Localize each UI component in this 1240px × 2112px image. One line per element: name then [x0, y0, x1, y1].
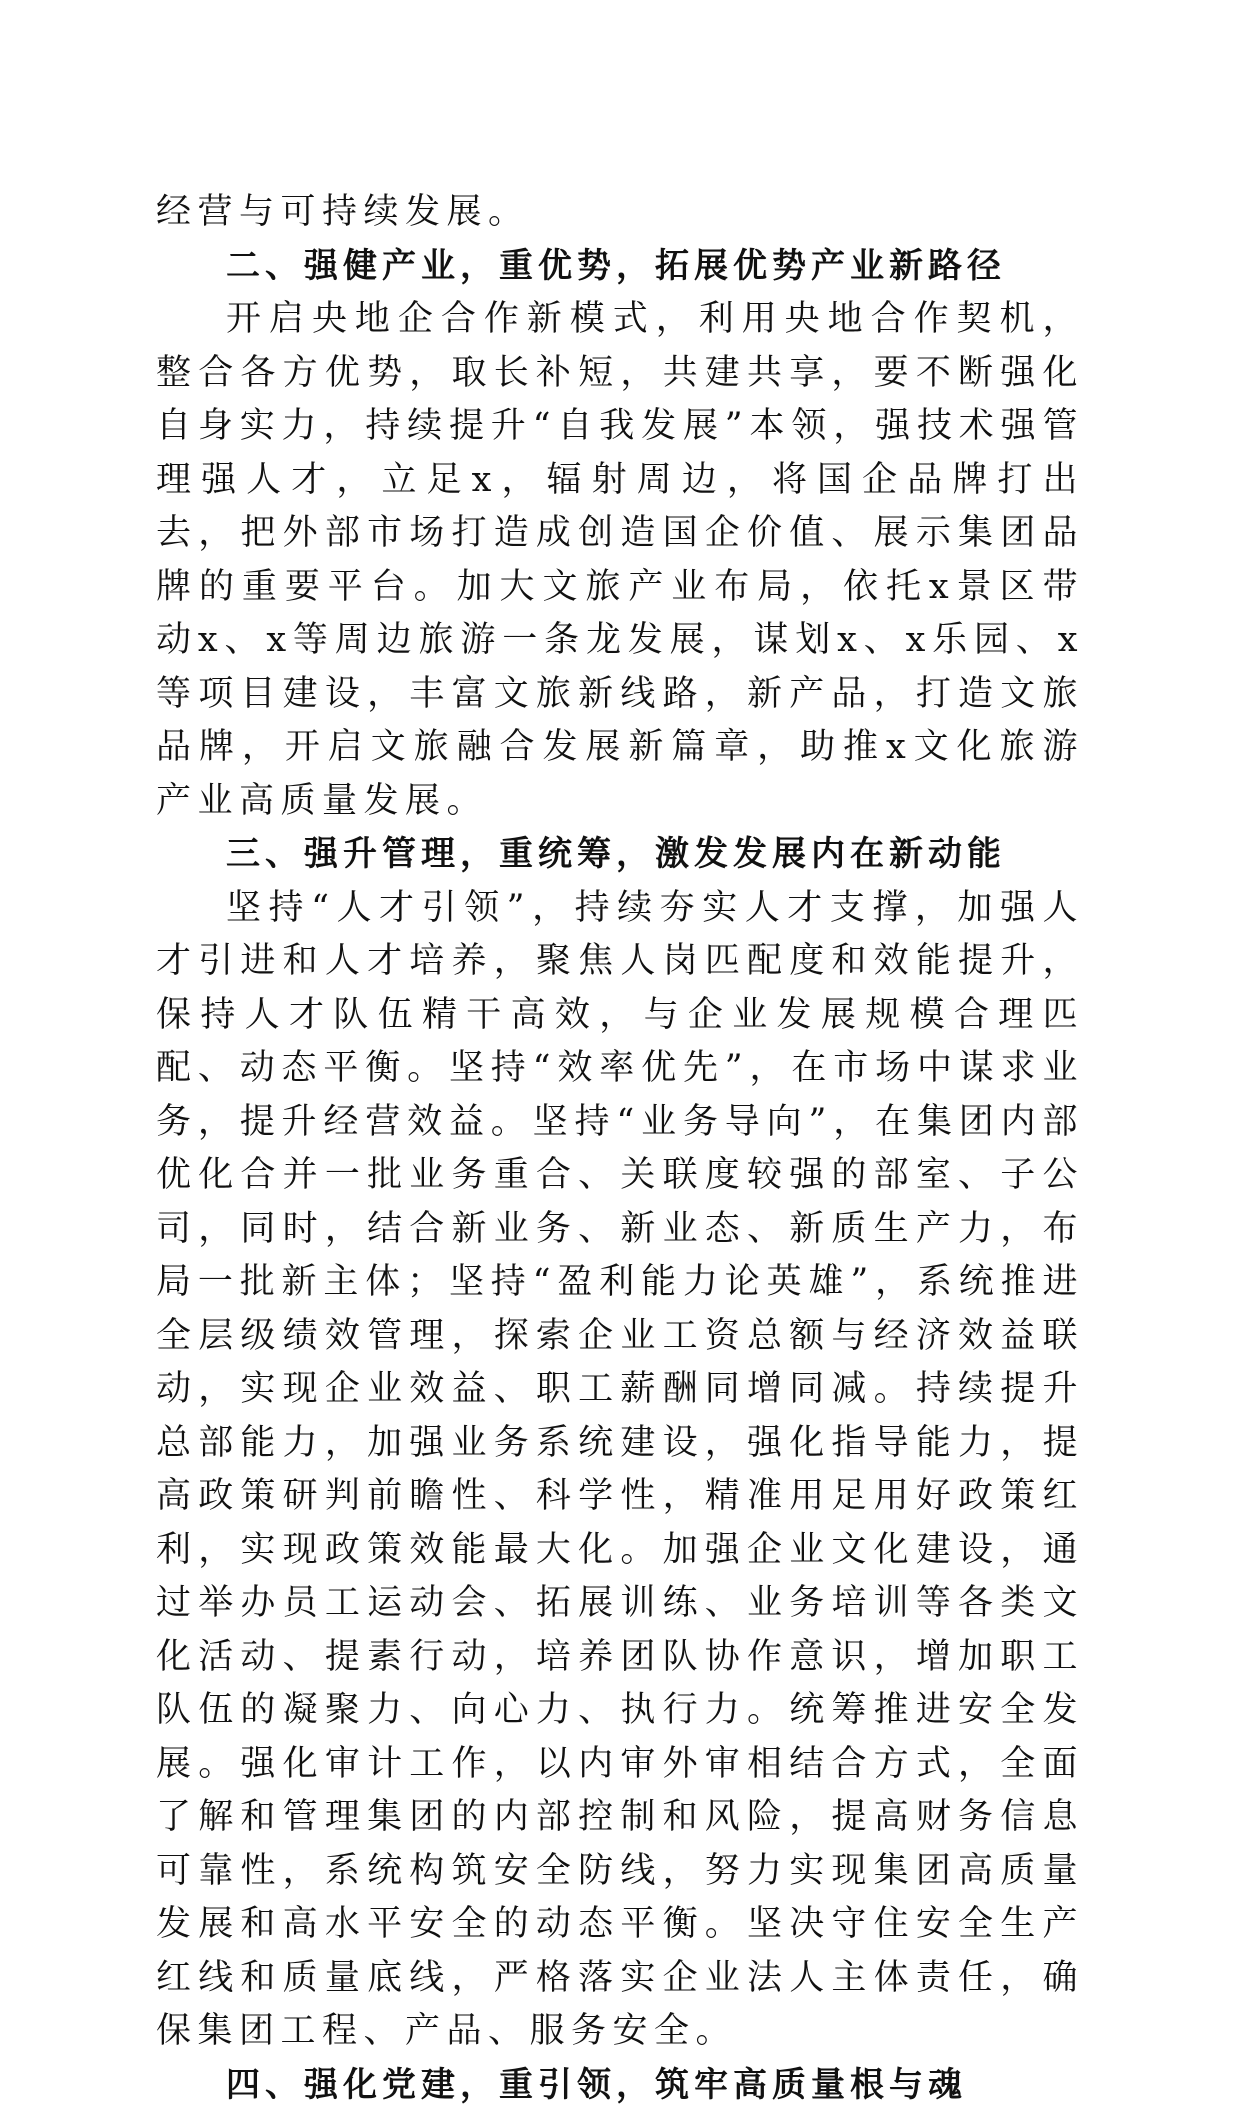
- section-heading-3: 三、强升管理，重统筹，激发发展内在新动能: [156, 828, 1084, 882]
- continuation-paragraph: 经营与可持续发展。: [156, 186, 1084, 240]
- section-heading-4: 四、强化党建，重引领，筑牢高质量根与魂: [156, 2059, 1084, 2112]
- section-3-paragraph: 坚持“人才引领”，持续夯实人才支撑，加强人才引进和人才培养，聚焦人岗匹配度和效能提升，保持人才队伍精干高效，与企业发展规模合理匹配、动态平衡。坚持“效率优先”，在市场中谋求业务，提升经营效益。坚持“业务导向”，在集团内部优化合并一批业务重合、关联度较强的部室、子公司，同时，结合新业务、新业态、新质生产力，布局一批新主体；坚持“盈利能力论英雄”，系统推进全层级绩效管理，探索企业工资总额与经济效益联动，实现企业效益、职工薪酬同增同减。持续提升总部能力，加强业务系统建设，强化指导能力，提高政策研判前瞻性、科学性，精准用足用好政策红利，实现政策效能最大化。加强企业文化建设，通过举办员工运动会、拓展训练、业务培训等各类文化活动、提素行动，培养团队协作意识，增加职工队伍的凝聚力、向心力、执行力。统筹推进安全发展。强化审计工作，以内审外审相结合方式，全面了解和管理集团的内部控制和风险，提高财务信息可靠性，系统构筑安全防线，努力实现集团高质量发展和高水平安全的动态平衡。坚决守住安全生产红线和质量底线，严格落实企业法人主体责任，确保集团工程、产品、服务安全。: [156, 882, 1084, 2059]
- section-2-paragraph: 开启央地企合作新模式，利用央地合作契机，整合各方优势，取长补短，共建共享，要不断强化自身实力，持续提升“自我发展”本领，强技术强管理强人才，立足x，辐射周边，将国企品牌打出去，把外部市场打造成创造国企价值、展示集团品牌的重要平台。加大文旅产业布局，依托x景区带动x、x等周边旅游一条龙发展，谋划x、x乐园、x等项目建设，丰富文旅新线路，新产品，打造文旅品牌，开启文旅融合发展新篇章，助推x文化旅游产业高质量发展。: [156, 293, 1084, 828]
- section-heading-2: 二、强健产业，重优势，拓展优势产业新路径: [156, 240, 1084, 294]
- document-body: [156, 186, 1084, 2112]
